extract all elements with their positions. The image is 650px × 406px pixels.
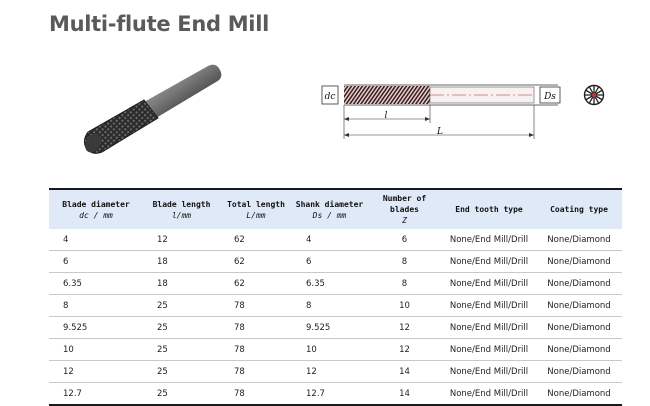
cell-total-length: 78 [220,339,292,361]
cell-blade-length: 25 [143,317,220,339]
cell-blade-length: 18 [143,251,220,273]
cell-total-length: 62 [220,273,292,295]
cell-number-of-blades: 14 [367,383,442,406]
cell-end-tooth-type: None/End Mill/Drill [442,383,536,406]
cell-number-of-blades: 8 [367,273,442,295]
header-blade-length: Blade length l/mm [143,189,220,229]
table-row [49,339,622,361]
header-blade-diameter: Blade diameter dc / mm [49,189,143,229]
cell-shank-diameter: 12.7 [292,383,367,406]
cell-blade-length: 18 [143,273,220,295]
cell-coating-type: None/Diamond [536,361,622,383]
cell-blade-length: 25 [143,339,220,361]
cell-end-tooth-type: None/End Mill/Drill [442,229,536,251]
cell-coating-type: None/Diamond [536,273,622,295]
table-row [49,361,622,383]
cell-end-tooth-type: None/End Mill/Drill [442,361,536,383]
cell-total-length: 78 [220,317,292,339]
header-total-length: Total length L/mm [220,189,292,229]
L-label: L [437,127,443,137]
cell-number-of-blades: 8 [367,251,442,273]
cell-total-length: 78 [220,383,292,406]
cell-end-tooth-type: None/End Mill/Drill [442,317,536,339]
table-row [49,273,622,295]
end-view-icon [585,86,604,105]
cell-number-of-blades: 6 [367,229,442,251]
cell-coating-type: None/Diamond [536,317,622,339]
table-row [49,383,622,406]
header-end-tooth-type: End tooth type [442,189,536,229]
cell-blade-diameter: 9.525 [49,317,143,339]
header-coating-type: Coating type [536,189,622,229]
cell-total-length: 62 [220,229,292,251]
l-label: l [384,111,388,121]
cell-blade-diameter: 6 [49,251,143,273]
cell-shank-diameter: 4 [292,229,367,251]
page-title: Multi-flute End Mill [49,12,270,36]
header-shank-diameter: Shank diameter Ds / mm [292,189,367,229]
cell-blade-diameter: 12 [49,361,143,383]
dc-label: dc [324,92,336,102]
cell-shank-diameter: 6.35 [292,273,367,295]
cell-end-tooth-type: None/End Mill/Drill [442,273,536,295]
cell-shank-diameter: 8 [292,295,367,317]
header-number-of-blades: Number of blades Z [367,189,442,229]
table-row [49,251,622,273]
cell-blade-diameter: 8 [49,295,143,317]
cell-number-of-blades: 10 [367,295,442,317]
cell-coating-type: None/Diamond [536,251,622,273]
dimension-drawing [318,75,618,145]
cell-number-of-blades: 12 [367,339,442,361]
table-header-row [49,189,622,229]
cell-coating-type: None/Diamond [536,339,622,361]
cell-blade-diameter: 4 [49,229,143,251]
cell-total-length: 78 [220,295,292,317]
cell-shank-diameter: 9.525 [292,317,367,339]
cell-blade-diameter: 12.7 [49,383,143,406]
cell-end-tooth-type: None/End Mill/Drill [442,251,536,273]
cell-blade-length: 25 [143,361,220,383]
cell-shank-diameter: 10 [292,339,367,361]
table-row [49,229,622,251]
cell-shank-diameter: 12 [292,361,367,383]
cell-blade-length: 25 [143,383,220,406]
cell-blade-diameter: 10 [49,339,143,361]
end-mill-photo [80,60,230,160]
cell-blade-length: 25 [143,295,220,317]
cell-end-tooth-type: None/End Mill/Drill [442,339,536,361]
cell-shank-diameter: 6 [292,251,367,273]
ds-label: Ds [544,92,556,102]
table-row [49,295,622,317]
spec-table [49,188,622,406]
cell-end-tooth-type: None/End Mill/Drill [442,295,536,317]
cell-total-length: 62 [220,251,292,273]
cell-total-length: 78 [220,361,292,383]
table-row [49,317,622,339]
cell-coating-type: None/Diamond [536,295,622,317]
cell-blade-length: 12 [143,229,220,251]
cell-coating-type: None/Diamond [536,383,622,406]
cell-number-of-blades: 12 [367,317,442,339]
cell-coating-type: None/Diamond [536,229,622,251]
cell-number-of-blades: 14 [367,361,442,383]
cell-blade-diameter: 6.35 [49,273,143,295]
